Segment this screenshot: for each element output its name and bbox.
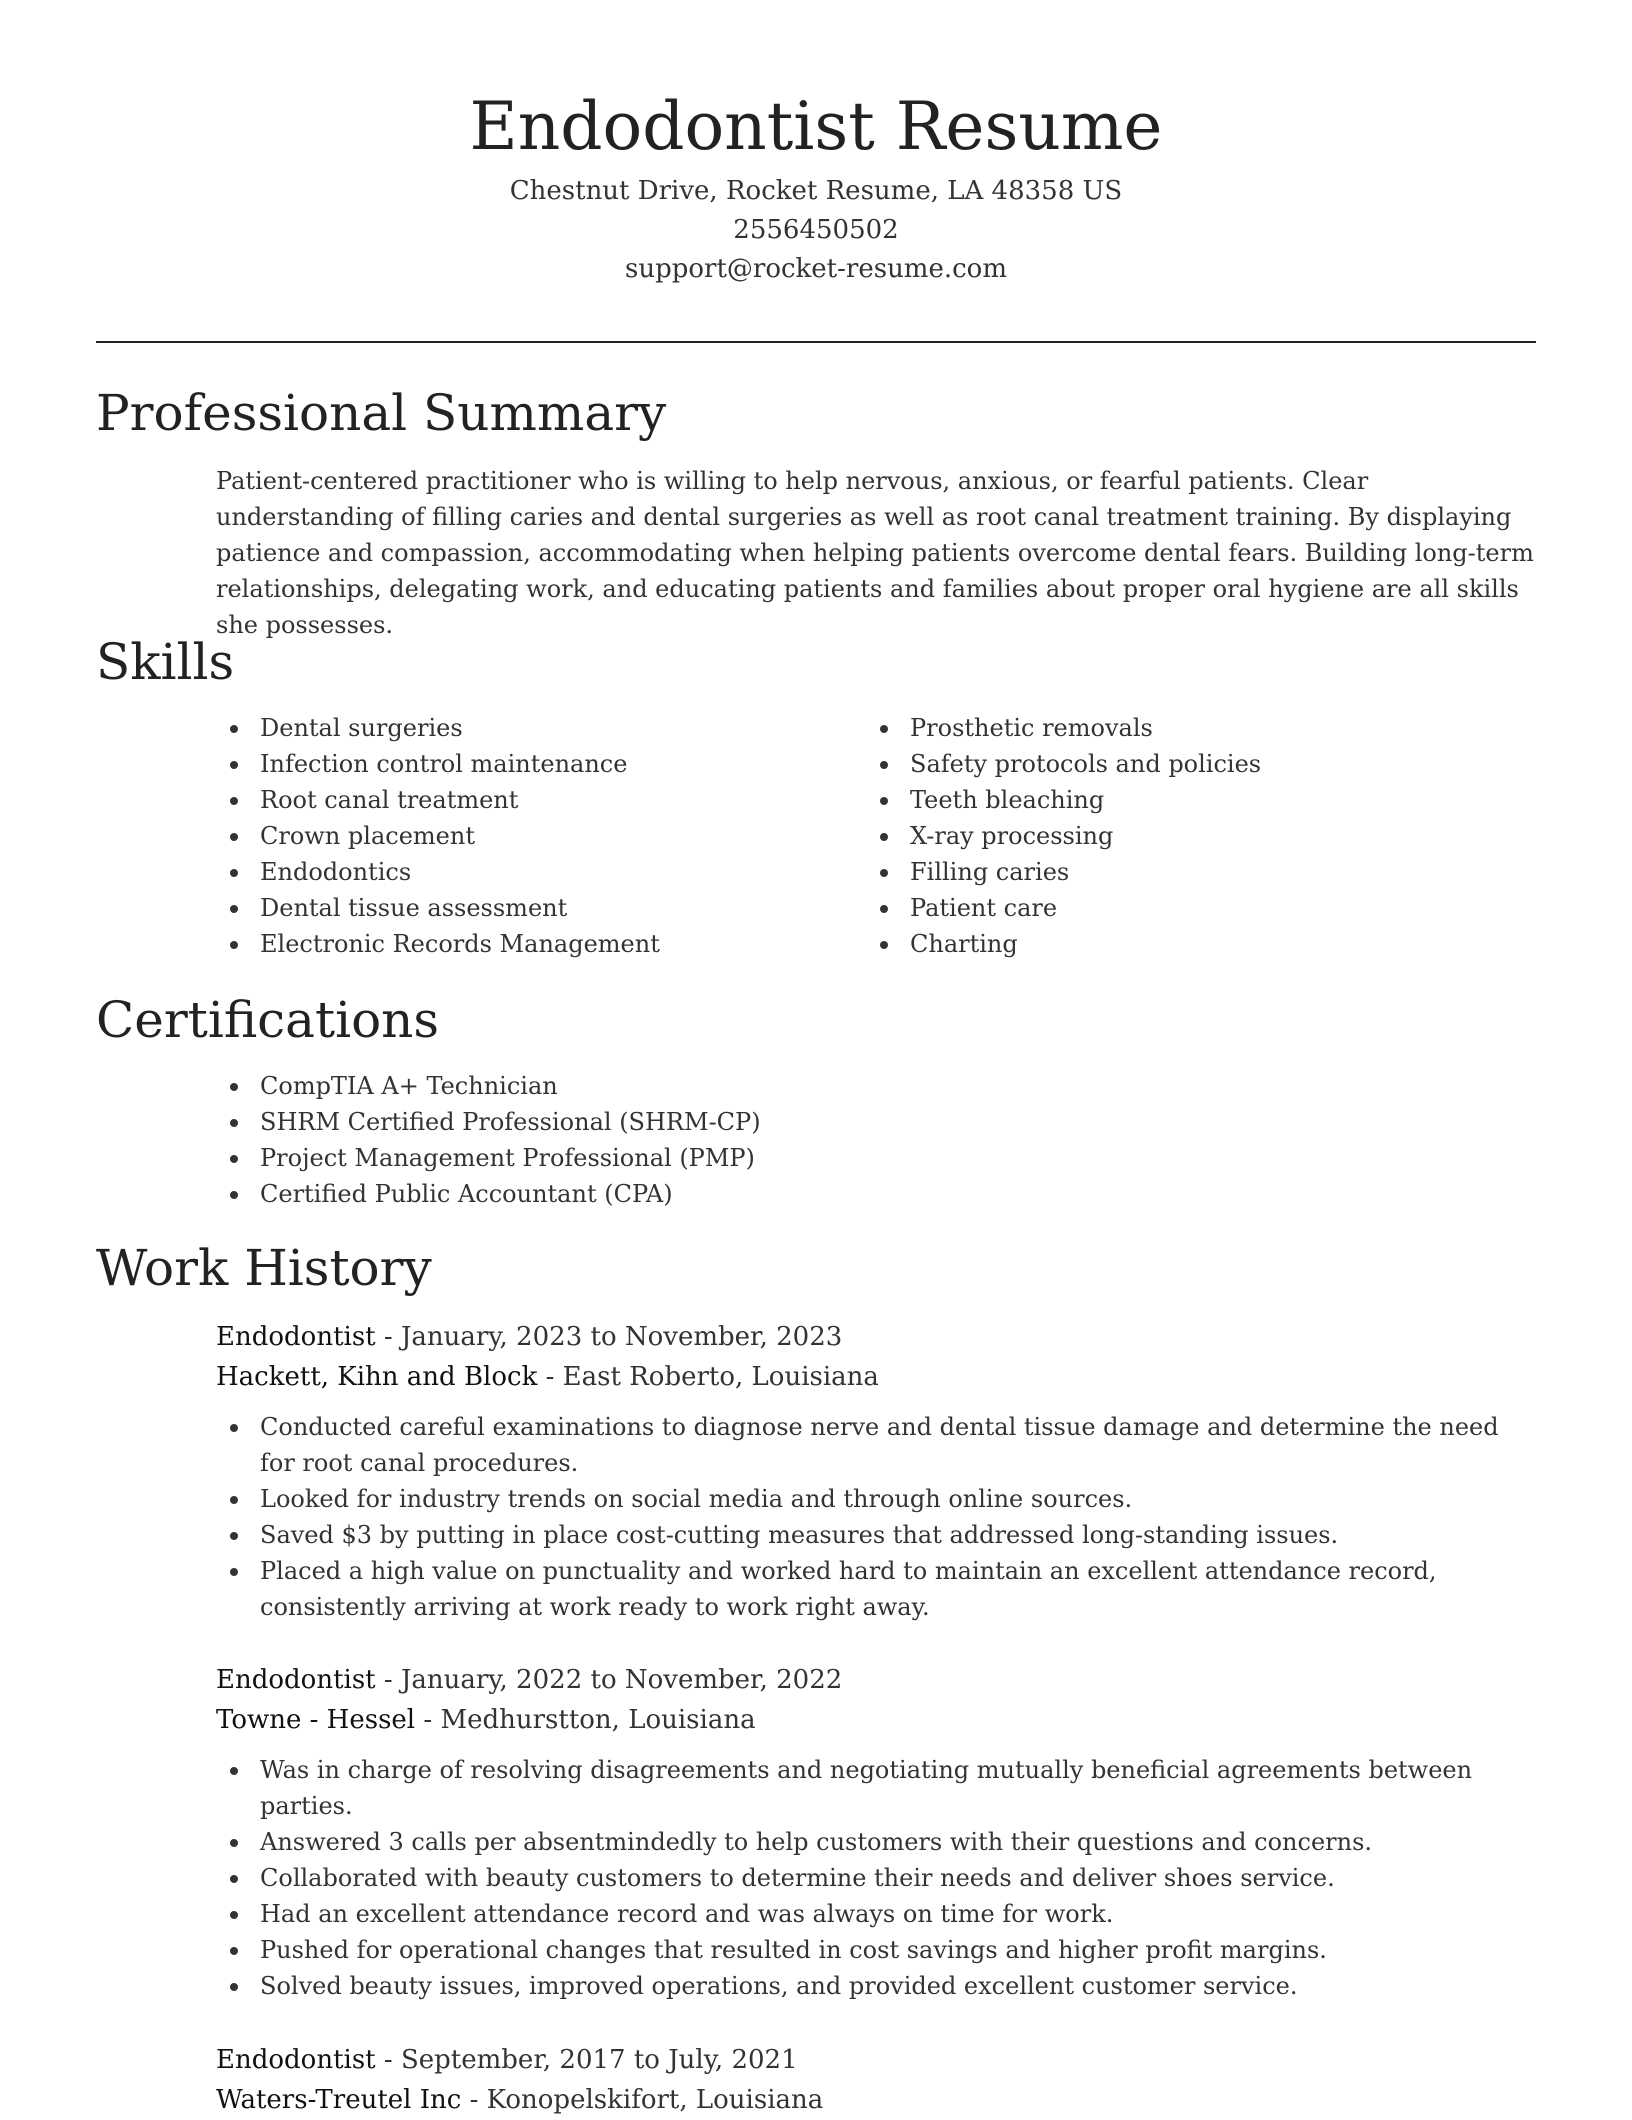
job-location: East Roberto, Louisiana (562, 1362, 879, 1392)
job-title-line (216, 1317, 1536, 1357)
certification-item: Project Management Professional (PMP) (216, 1140, 1316, 1176)
skill-item: Electronic Records Management (216, 926, 816, 962)
job-duty: Saved $3 by putting in place cost-cutting measures that addressed long-standing issues. (216, 1517, 1536, 1553)
job-duty: Answered 3 calls per absentmindedly to help customers with their questions and concerns. (216, 1824, 1536, 1860)
job-location: Medhurstton, Louisiana (440, 1705, 756, 1735)
job-duty: Collaborated with beauty customers to determine their needs and deliver shoes service. (216, 1860, 1536, 1896)
job-duties-list (216, 1752, 1536, 2004)
job-title-line (216, 1660, 1536, 1700)
skill-item: Safety protocols and policies (866, 746, 1466, 782)
skill-item: Dental tissue assessment (216, 890, 816, 926)
skill-item: Charting (866, 926, 1466, 962)
job-separator: - (383, 1322, 401, 1352)
job-separator: - (383, 1665, 401, 1695)
summary-text: Patient-centered practitioner who is willing to help nervous, anxious, or fearful patients. Clear understanding of filling caries and dental surgeries as well as root canal treatment training. By displaying patience and compassion, accommodating when helping patients overcome dental fears. Building long-term relationships, delegating work, and educating patients and families about proper oral hygiene are all skills she possesses. (216, 467, 1534, 639)
job-dates: January, 2023 to November, 2023 (400, 1322, 843, 1352)
job-entry (216, 1317, 1536, 1625)
job-dates: September, 2017 to July, 2021 (400, 2045, 798, 2075)
skills-list-left (216, 710, 816, 962)
certification-item: SHRM Certified Professional (SHRM-CP) (216, 1104, 1316, 1140)
skill-item: X-ray processing (866, 818, 1466, 854)
work-history-heading: Work History (96, 1239, 432, 1297)
job-role: Endodontist (216, 2045, 376, 2075)
skill-item: Filling caries (866, 854, 1466, 890)
summary-heading: Professional Summary (96, 384, 667, 442)
job-company: Waters-Treutel Inc (216, 2085, 462, 2115)
job-duty: Pushed for operational changes that resulted in cost savings and higher profit margins. (216, 1932, 1536, 1968)
skill-item: Endodontics (216, 854, 816, 890)
job-entry (216, 1660, 1536, 2004)
job-separator: - (423, 1705, 441, 1735)
job-duty: Solved beauty issues, improved operations, and provided excellent customer service. (216, 1968, 1536, 2004)
job-company-line (216, 2080, 1536, 2120)
job-duty: Was in charge of resolving disagreements and negotiating mutually beneficial agreements between parties. (216, 1752, 1536, 1824)
skills-heading: Skills (96, 633, 235, 691)
job-role: Endodontist (216, 1665, 376, 1695)
header-divider (96, 341, 1536, 343)
resume-header (0, 82, 1632, 289)
certifications-list (216, 1068, 1316, 1212)
job-location: Konopelskifort, Louisiana (486, 2085, 824, 2115)
skill-item: Teeth bleaching (866, 782, 1466, 818)
job-entry (216, 2040, 1536, 2120)
skill-item: Patient care (866, 890, 1466, 926)
skill-item: Prosthetic removals (866, 710, 1466, 746)
job-company-line (216, 1357, 1536, 1397)
certification-item: Certified Public Accountant (CPA) (216, 1176, 1316, 1212)
job-duty: Looked for industry trends on social media and through online sources. (216, 1481, 1536, 1517)
contact-address: Chestnut Drive, Rocket Resume, LA 48358 US (509, 176, 1123, 206)
job-company-line (216, 1700, 1536, 1740)
skill-item: Infection control maintenance (216, 746, 816, 782)
certification-item: CompTIA A+ Technician (216, 1068, 1316, 1104)
job-company: Hackett, Kihn and Block (216, 1362, 538, 1392)
certifications-heading: Certifications (96, 991, 440, 1049)
job-duties-list (216, 1409, 1536, 1625)
job-role: Endodontist (216, 1322, 376, 1352)
job-company: Towne - Hessel (216, 1705, 416, 1735)
skill-item: Root canal treatment (216, 782, 816, 818)
job-duty: Had an excellent attendance record and was always on time for work. (216, 1896, 1536, 1932)
skill-item: Crown placement (216, 818, 816, 854)
job-separator: - (383, 2045, 401, 2075)
job-separator: - (469, 2085, 487, 2115)
skill-item: Dental surgeries (216, 710, 816, 746)
skills-list-right (866, 710, 1466, 962)
contact-email: support@rocket-resume.com (624, 254, 1007, 284)
contact-phone: 2556450502 (733, 215, 899, 245)
job-duty: Placed a high value on punctuality and worked hard to maintain an excellent attendance record, consistently arriving at work ready to work right away. (216, 1553, 1536, 1625)
job-separator: - (545, 1362, 563, 1392)
job-dates: January, 2022 to November, 2022 (400, 1665, 843, 1695)
job-title-line (216, 2040, 1536, 2080)
job-duty: Conducted careful examinations to diagnose nerve and dental tissue damage and determine the need for root canal procedures. (216, 1409, 1536, 1481)
resume-title: Endodontist Resume (469, 88, 1163, 165)
